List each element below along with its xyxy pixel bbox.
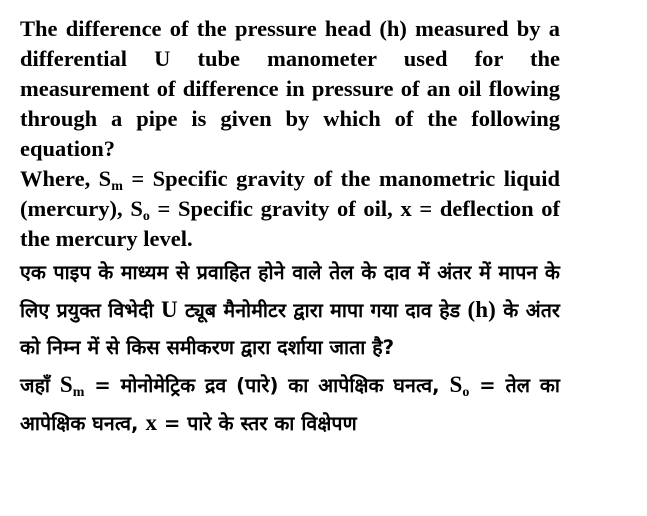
where-hindi-so-sub: o: [462, 385, 470, 400]
where-hindi-so: [449, 372, 470, 400]
so-subscript: o: [142, 209, 150, 224]
where-hindi-sm: [59, 372, 85, 400]
where-english-end: = Specific gravity of oil, x = deflection of the mercury level.: [20, 196, 560, 251]
question-hindi-part2: ट्यूब मैनोमीटर द्वारा मापा गया दाव हेड: [177, 299, 468, 322]
question-hindi: [20, 254, 560, 366]
where-hindi-prefix: जहाँ: [20, 374, 60, 397]
sm-subscript: m: [111, 179, 123, 194]
where-hindi: [20, 366, 560, 442]
where-english-prefix: Where, S: [20, 166, 112, 191]
where-hindi-sm-symbol: S: [59, 372, 73, 397]
question-hindi-part3: के अंतर को निम्न में से किस समीकरण द्वारा दर्शाया जाता है?: [20, 299, 560, 359]
where-english: [20, 164, 560, 254]
where-english-mid: = Specific gravity of the manometric liquid (mercury), S: [20, 166, 560, 221]
where-hindi-end: = पारे के स्तर का विक्षेपण: [157, 412, 357, 435]
question-hindi-u: U: [160, 297, 178, 322]
where-hindi-x: x: [145, 410, 158, 435]
where-hindi-sm-sub: m: [72, 385, 85, 400]
question-english-text: The difference of the pressure head (h) measured by a differential U tube manometer used for the measurement of difference in pressure of an oil flowing through a pipe is given by which of the following equation?: [20, 16, 560, 161]
where-hindi-so-symbol: S: [449, 372, 463, 397]
question-hindi-part1: एक पाइप के माध्यम से प्रवाहित होने वाले तेल के दाव में अंतर में मापन के लिए प्रयुक्त विभेदी: [20, 261, 560, 322]
question-hindi-h: (h): [467, 297, 496, 322]
question-block: [20, 14, 560, 442]
where-hindi-mid: = मोनोमेट्रिक द्रव (पारे) का आपेक्षिक घनत्व,: [84, 374, 450, 397]
where-hindi-mid2: = तेल का आपेक्षिक घनत्व,: [20, 374, 560, 435]
question-english: [20, 14, 560, 164]
